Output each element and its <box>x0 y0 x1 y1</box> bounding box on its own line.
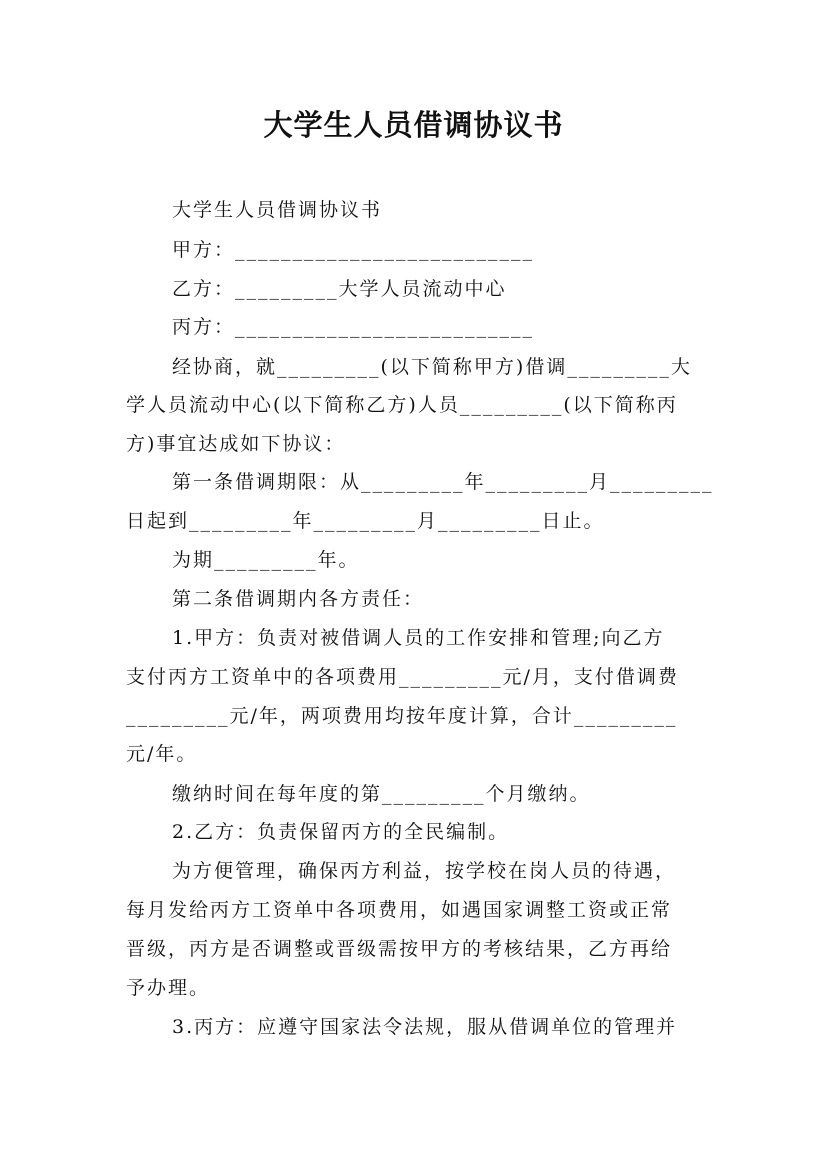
paragraph-line: _________元/年，两项费用均按年度计算，合计_________ <box>126 705 678 727</box>
party-b-line: 乙方：_________大学人员流动中心 <box>172 278 507 300</box>
paragraph-line: 学人员流动中心(以下简称乙方)人员_________(以下简称丙 <box>126 394 678 416</box>
paragraph-line: 为期_________年。 <box>172 549 360 571</box>
paragraph-line: 每月发给丙方工资单中各项费用，如遇国家调整工资或正常 <box>126 899 673 921</box>
paragraph-line: 缴纳时间在每年度的第_________个月缴纳。 <box>172 783 591 805</box>
paragraph-line: 元/年。 <box>126 743 198 765</box>
article-1-line: 第一条借调期限：从_________年_________月_________ <box>172 471 714 493</box>
clause-1-line: 1.甲方：负责对被借调人员的工作安排和管理;向乙方 <box>172 627 665 649</box>
paragraph-line: 予办理。 <box>126 977 211 999</box>
paragraph-line: 方)事宜达成如下协议： <box>126 433 346 455</box>
paragraph-line: 日起到_________年_________月_________日止。 <box>126 510 605 532</box>
article-2-line: 第二条借调期内各方责任： <box>172 588 425 610</box>
document-title: 大学生人员借调协议书 <box>263 108 564 142</box>
party-a-line: 甲方：__________________________ <box>172 239 535 261</box>
paragraph-line: 为方便管理，确保丙方利益，按学校在岗人员的待遇， <box>172 860 677 882</box>
party-c-line: 丙方：__________________________ <box>172 316 535 338</box>
paragraph-line: 晋级，丙方是否调整或晋级需按甲方的考核结果，乙方再给 <box>126 938 673 960</box>
paragraph-line: 经协商，就_________(以下简称甲方)借调_________大 <box>172 356 692 378</box>
clause-2-line: 2.乙方：负责保留丙方的全民编制。 <box>172 821 510 843</box>
clause-3-line: 3.丙方：应遵守国家法令法规，服从借调单位的管理并 <box>172 1016 678 1038</box>
paragraph-line: 支付丙方工资单中的各项费用_________元/月，支付借调费 <box>126 666 679 688</box>
subtitle-line: 大学生人员借调协议书 <box>172 199 383 221</box>
